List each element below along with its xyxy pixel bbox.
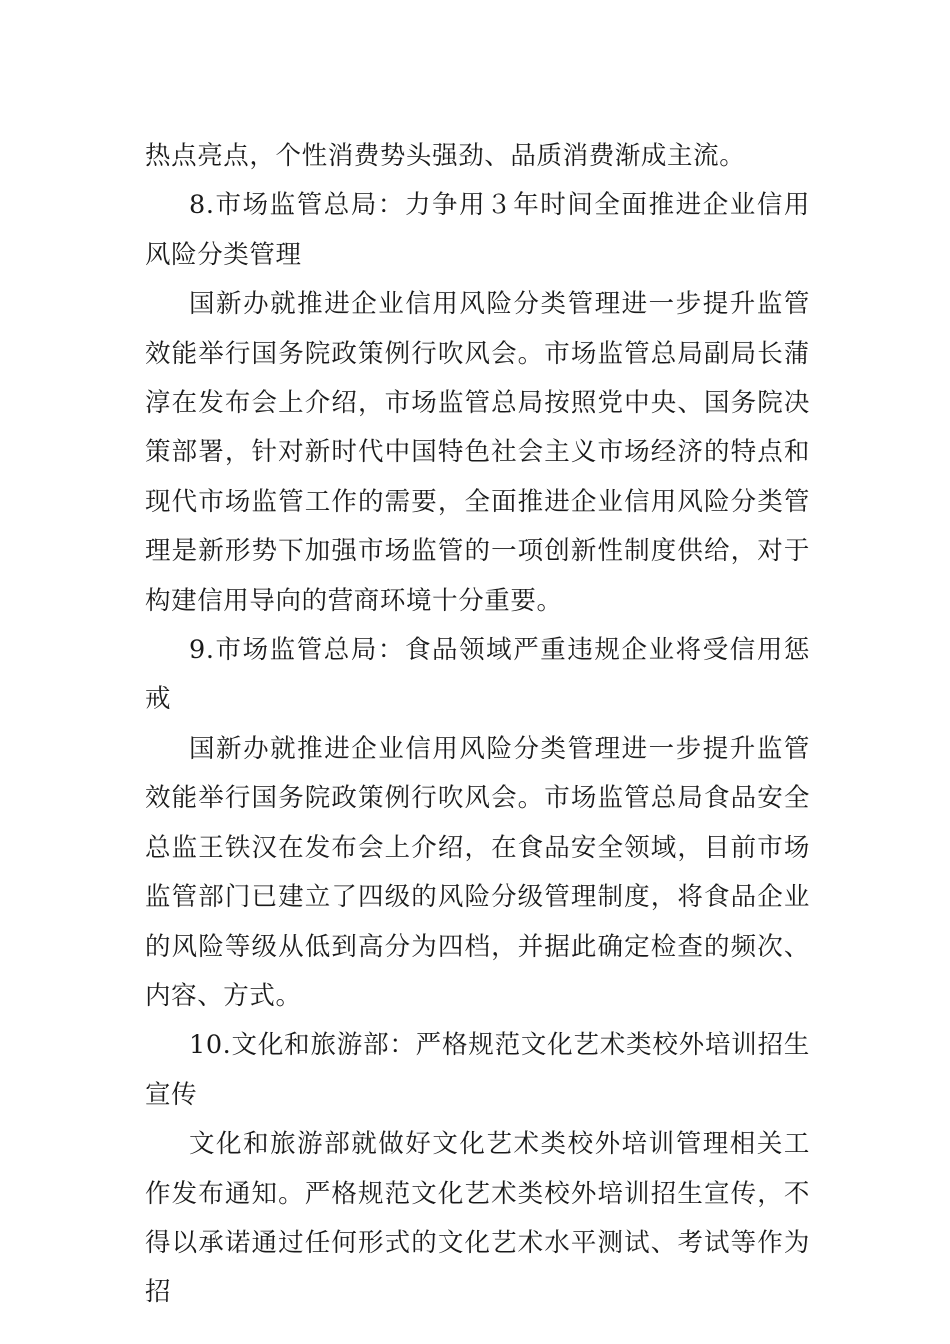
section-heading-10: 10.文化和旅游部：严格规范文化艺术类校外培训招生宣传 (145, 1030, 810, 1110)
document-body (145, 132, 810, 1318)
paragraph-section-8: 国新办就推进企业信用风险分类管理进一步提升监管效能举行国务院政策例行吹风会。市场监管总局副局长蒲淳在发布会上介绍，市场监管总局按照党中央、国务院决策部署，针对新时代中国特色社会主义市场经济的特点和现代市场监管工作的需要，全面推进企业信用风险分类管理是新形势下加强市场监管的一项创新性制度供给，对于构建信用导向的营商环境十分重要。 (145, 289, 810, 616)
paragraph-section-10: 文化和旅游部就做好文化艺术类校外培训管理相关工作发布通知。严格规范文化艺术类校外培训招生宣传，不得以承诺通过任何形式的文化艺术水平测试、考试等作为招 (145, 1129, 810, 1308)
paragraph-section-9: 国新办就推进企业信用风险分类管理进一步提升监管效能举行国务院政策例行吹风会。市场监管总局食品安全总监王铁汉在发布会上介绍，在食品安全领域，目前市场监管部门已建立了四级的风险分级管理制度，将食品企业的风险等级从低到高分为四档，并据此确定检查的频次、内容、方式。 (145, 733, 810, 1011)
paragraph-continuation: 热点亮点，个性消费势头强劲、品质消费渐成主流。 (145, 141, 746, 171)
section-heading-8: 8.市场监管总局：力争用３年时间全面推进企业信用风险分类管理 (145, 190, 810, 270)
section-heading-9: 9.市场监管总局：食品领域严重违规企业将受信用惩戒 (145, 635, 810, 715)
